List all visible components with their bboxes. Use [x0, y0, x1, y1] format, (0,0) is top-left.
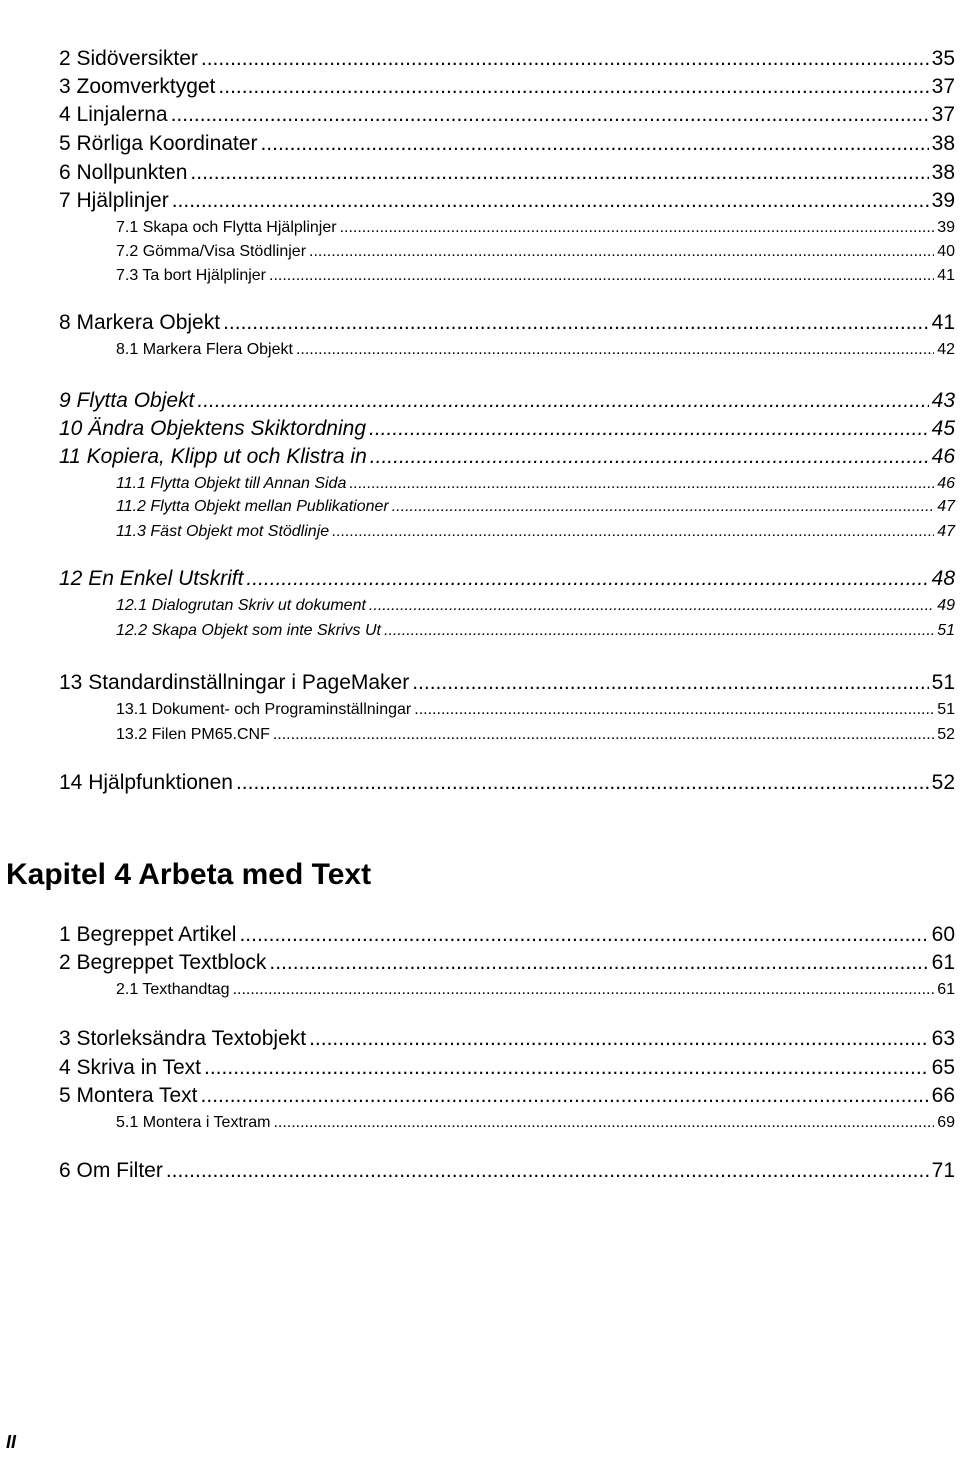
toc-entry-title: 6 Om Filter — [59, 1159, 163, 1182]
toc-entry-title: 11 Kopiera, Klipp ut och Klistra in — [59, 445, 367, 468]
toc-entry-title: 8.1 Markera Flera Objekt — [116, 341, 293, 358]
toc-entry-page: 41 — [931, 311, 955, 334]
toc-entry — [59, 445, 955, 469]
toc-entry-page: 69 — [937, 1114, 955, 1131]
toc-subentry — [116, 267, 955, 285]
toc-entry-page: 38 — [931, 132, 955, 155]
toc-entry-title: 13.1 Dokument- och Programinställningar — [116, 701, 412, 718]
toc-entry-title: 13 Standardinställningar i PageMaker — [59, 671, 410, 694]
dot-leader — [246, 567, 928, 591]
dot-leader — [309, 1027, 929, 1051]
dot-leader — [309, 243, 934, 261]
toc-subentry — [116, 597, 955, 615]
toc-entry-page: 40 — [937, 243, 955, 260]
toc-entry-page: 41 — [937, 267, 955, 284]
toc-subentry — [116, 523, 955, 541]
toc-entry-title: 12.1 Dialogrutan Skriv ut dokument — [116, 597, 366, 614]
toc-entry — [59, 389, 955, 413]
toc-subentry — [116, 622, 955, 640]
toc-entry-title: 2 Begreppet Textblock — [59, 951, 267, 974]
dot-leader — [414, 701, 934, 719]
toc-subentry — [116, 726, 955, 744]
dot-leader — [340, 219, 935, 237]
toc-subentry — [116, 981, 955, 999]
dot-leader — [269, 951, 928, 975]
toc-entry-title: 3 Storleksändra Textobjekt — [59, 1027, 307, 1050]
toc-entry-title: 8 Markera Objekt — [59, 311, 221, 334]
toc-entry-page: 51 — [937, 701, 955, 718]
dot-leader — [296, 341, 934, 359]
toc-entry-page: 46 — [931, 445, 955, 468]
dot-leader — [273, 726, 934, 744]
toc-entry-title: 14 Hjälpfunktionen — [59, 771, 233, 794]
toc-entry-page: 43 — [931, 389, 955, 412]
toc-entry-page: 38 — [931, 161, 955, 184]
toc-entry-page: 42 — [937, 341, 955, 358]
toc-entry-page: 48 — [931, 567, 955, 590]
toc-entry-page: 39 — [931, 189, 955, 212]
toc-entry-title: 11.2 Flytta Objekt mellan Publikationer — [116, 498, 389, 515]
toc-entry-title: 12.2 Skapa Objekt som inte Skrivs Ut — [116, 622, 381, 639]
toc-entry-title: 2.1 Texthandtag — [116, 981, 230, 998]
dot-leader — [384, 622, 934, 640]
toc-entry — [59, 923, 955, 947]
toc-entry — [59, 567, 955, 591]
dot-leader — [269, 267, 934, 285]
dot-leader — [197, 389, 928, 413]
dot-leader — [349, 475, 934, 493]
dot-leader — [190, 161, 928, 185]
dot-leader — [204, 1056, 929, 1080]
dot-leader — [223, 311, 929, 335]
toc-entry-title: 7.2 Gömma/Visa Stödlinjer — [116, 243, 307, 260]
toc-entry-title: 7.1 Skapa och Flytta Hjälplinjer — [116, 219, 337, 236]
dot-leader — [166, 1159, 929, 1183]
toc-entry-title: 5.1 Montera i Textram — [116, 1114, 271, 1131]
toc-entry-title: 13.2 Filen PM65.CNF — [116, 726, 270, 743]
dot-leader — [369, 417, 929, 441]
toc-entry-title: 7.3 Ta bort Hjälplinjer — [116, 267, 267, 284]
toc-entry — [59, 1159, 955, 1183]
toc-entry — [59, 1027, 955, 1051]
toc-entry-title: 9 Flytta Objekt — [59, 389, 195, 412]
toc-entry-page: 51 — [931, 671, 955, 694]
toc-entry — [59, 161, 955, 185]
toc-entry — [59, 417, 955, 441]
toc-entry-page: 35 — [931, 47, 955, 70]
dot-leader — [392, 498, 934, 516]
toc-entry-page: 37 — [931, 103, 955, 126]
toc-entry-title: 11.3 Fäst Objekt mot Stödlinje — [116, 523, 330, 540]
dot-leader — [201, 47, 929, 71]
toc-entry — [59, 103, 955, 127]
toc-subentry — [116, 1114, 955, 1132]
toc-entry-page: 61 — [931, 951, 955, 974]
toc-subentry — [116, 243, 955, 261]
toc-entry-title: 4 Skriva in Text — [59, 1056, 202, 1079]
dot-leader — [171, 103, 929, 127]
toc-entry-page: 61 — [937, 981, 955, 998]
dot-leader — [172, 189, 929, 213]
dot-leader — [260, 132, 928, 156]
toc-entry — [59, 132, 955, 156]
toc-entry — [59, 1056, 955, 1080]
toc-entry-title: 4 Linjalerna — [59, 103, 168, 126]
toc-entry-page: 71 — [931, 1159, 955, 1182]
toc-subentry — [116, 341, 955, 359]
page-number: II — [6, 1432, 17, 1452]
toc-entry-page: 37 — [931, 75, 955, 98]
toc-entry-title: 5 Montera Text — [59, 1084, 198, 1107]
toc-subentry — [116, 475, 955, 493]
toc-subentry — [116, 498, 955, 516]
toc-entry-page: 65 — [931, 1056, 955, 1079]
toc-entry-page: 60 — [931, 923, 955, 946]
toc-entry-page: 47 — [937, 523, 955, 540]
toc-entry-title: 2 Sidöversikter — [59, 47, 198, 70]
toc-subentry — [116, 219, 955, 237]
toc-entry — [59, 47, 955, 71]
toc-subentry — [116, 701, 955, 719]
toc-entry — [59, 75, 955, 99]
toc-entry-title: 6 Nollpunkten — [59, 161, 188, 184]
toc-entry-title: 3 Zoomverktyget — [59, 75, 216, 98]
toc-entry-page: 52 — [931, 771, 955, 794]
chapter-heading: Kapitel 4 Arbeta med Text — [6, 858, 372, 891]
dot-leader — [273, 1114, 934, 1132]
dot-leader — [370, 445, 929, 469]
toc-entry-page: 66 — [931, 1084, 955, 1107]
toc-entry-page: 49 — [937, 597, 955, 614]
toc-entry — [59, 311, 955, 335]
dot-leader — [201, 1084, 929, 1108]
toc-entry-page: 45 — [931, 417, 955, 440]
toc-entry — [59, 1084, 955, 1108]
toc-entry-title: 11.1 Flytta Objekt till Annan Sida — [116, 475, 347, 492]
toc-entry — [59, 951, 955, 975]
toc-entry-title: 12 En Enkel Utskrift — [59, 567, 244, 590]
toc-entry-page: 39 — [937, 219, 955, 236]
dot-leader — [239, 923, 928, 947]
toc-entry-title: 1 Begreppet Artikel — [59, 923, 237, 946]
dot-leader — [236, 771, 929, 795]
toc-entry-page: 63 — [931, 1027, 955, 1050]
dot-leader — [218, 75, 928, 99]
toc-entry-title: 7 Hjälplinjer — [59, 189, 169, 212]
toc-entry-page: 52 — [937, 726, 955, 743]
toc-entry-page: 47 — [937, 498, 955, 515]
toc-entry-title: 5 Rörliga Koordinater — [59, 132, 258, 155]
dot-leader — [233, 981, 935, 999]
toc-entry-title: 10 Ändra Objektens Skiktordning — [59, 417, 367, 440]
toc-entry — [59, 671, 955, 695]
toc-entry — [59, 189, 955, 213]
toc-entry — [59, 771, 955, 795]
toc-entry-page: 46 — [937, 475, 955, 492]
toc-entry-page: 51 — [937, 622, 955, 639]
dot-leader — [332, 523, 934, 541]
dot-leader — [412, 671, 928, 695]
dot-leader — [369, 597, 934, 615]
